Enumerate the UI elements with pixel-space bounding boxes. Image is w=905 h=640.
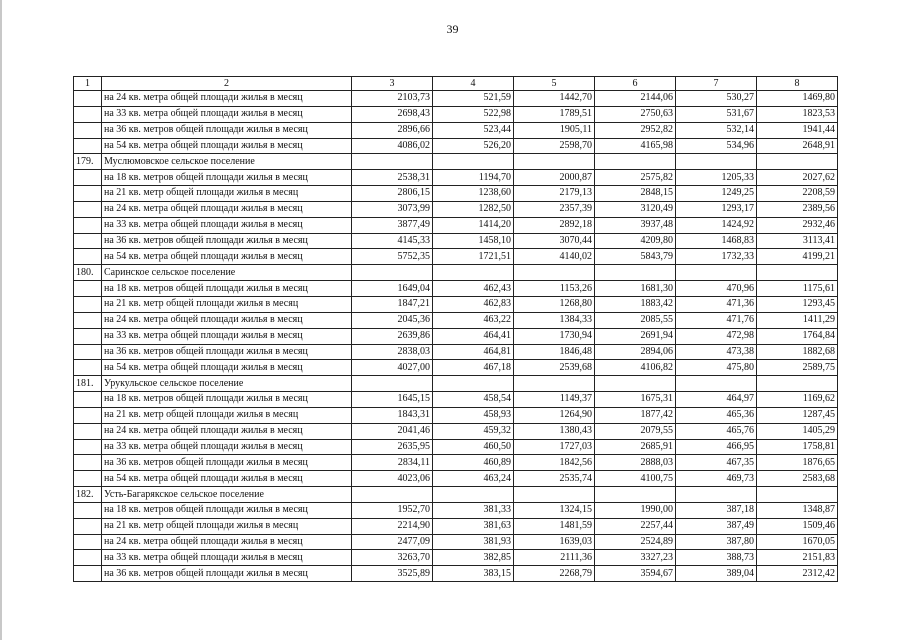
value-cell-col4: 1414,20 (433, 217, 514, 233)
empty-cell (514, 487, 595, 503)
value-cell-col6: 3937,48 (595, 217, 676, 233)
settlement-name: Муслюмовское сельское поселение (102, 154, 352, 170)
empty-cell (595, 154, 676, 170)
table-row (74, 186, 838, 202)
value-cell-col8: 2583,68 (757, 471, 838, 487)
row-description: на 18 кв. метров общей площади жилья в месяц (102, 170, 352, 186)
table-row (74, 439, 838, 455)
settlement-name: Усть-Багарякское сельское поселение (102, 487, 352, 503)
value-cell-col5: 1789,51 (514, 106, 595, 122)
row-description: на 21 кв. метр общей площади жилья в месяц (102, 296, 352, 312)
value-cell-col8: 2648,91 (757, 138, 838, 154)
value-cell-col8: 1169,62 (757, 392, 838, 408)
value-cell-col8: 2151,83 (757, 550, 838, 566)
value-cell-col4: 1458,10 (433, 233, 514, 249)
empty-cell (433, 265, 514, 281)
value-cell-col7: 466,95 (676, 439, 757, 455)
value-cell-col4: 460,89 (433, 455, 514, 471)
value-cell-col6: 2848,15 (595, 186, 676, 202)
column-header: 7 (676, 77, 757, 91)
column-header: 5 (514, 77, 595, 91)
empty-cell (74, 328, 102, 344)
value-cell-col7: 465,76 (676, 423, 757, 439)
value-cell-col6: 1990,00 (595, 502, 676, 518)
value-cell-col4: 460,50 (433, 439, 514, 455)
value-cell-col6: 2085,55 (595, 312, 676, 328)
group-number: 180. (74, 265, 102, 281)
empty-cell (74, 344, 102, 360)
empty-cell (433, 487, 514, 503)
value-cell-col5: 1730,94 (514, 328, 595, 344)
value-cell-col3: 1649,04 (352, 281, 433, 297)
row-description: на 21 кв. метр общей площади жилья в месяц (102, 186, 352, 202)
value-cell-col4: 1282,50 (433, 201, 514, 217)
table-row (74, 502, 838, 518)
value-cell-col3: 3877,49 (352, 217, 433, 233)
table-row (74, 392, 838, 408)
table-row (74, 170, 838, 186)
empty-cell (74, 566, 102, 582)
value-cell-col5: 1264,90 (514, 407, 595, 423)
value-cell-col3: 4023,06 (352, 471, 433, 487)
value-cell-col8: 1175,61 (757, 281, 838, 297)
empty-cell (595, 265, 676, 281)
value-cell-col6: 4100,75 (595, 471, 676, 487)
value-cell-col4: 1238,60 (433, 186, 514, 202)
value-cell-col3: 5752,35 (352, 249, 433, 265)
empty-cell (514, 265, 595, 281)
value-cell-col4: 383,15 (433, 566, 514, 582)
value-cell-col8: 2932,46 (757, 217, 838, 233)
value-cell-col4: 522,98 (433, 106, 514, 122)
value-cell-col3: 3263,70 (352, 550, 433, 566)
value-cell-col3: 2538,31 (352, 170, 433, 186)
value-cell-col7: 531,67 (676, 106, 757, 122)
column-header: 2 (102, 77, 352, 91)
empty-cell (74, 312, 102, 328)
value-cell-col6: 2144,06 (595, 91, 676, 107)
empty-cell (74, 455, 102, 471)
row-description: на 33 кв. метра общей площади жилья в месяц (102, 439, 352, 455)
group-number: 181. (74, 376, 102, 392)
value-cell-col7: 387,80 (676, 534, 757, 550)
value-cell-col4: 1194,70 (433, 170, 514, 186)
empty-cell (757, 376, 838, 392)
value-cell-col6: 3120,49 (595, 201, 676, 217)
value-cell-col5: 2357,39 (514, 201, 595, 217)
value-cell-col6: 2691,94 (595, 328, 676, 344)
value-cell-col7: 1205,33 (676, 170, 757, 186)
value-cell-col7: 532,14 (676, 122, 757, 138)
table-row (74, 233, 838, 249)
value-cell-col5: 2892,18 (514, 217, 595, 233)
value-cell-col5: 2539,68 (514, 360, 595, 376)
value-cell-col8: 1941,44 (757, 122, 838, 138)
value-cell-col7: 471,36 (676, 296, 757, 312)
table-row (74, 249, 838, 265)
row-description: на 36 кв. метров общей площади жилья в месяц (102, 122, 352, 138)
empty-cell (352, 265, 433, 281)
value-cell-col4: 462,43 (433, 281, 514, 297)
value-cell-col7: 465,36 (676, 407, 757, 423)
row-description: на 33 кв. метра общей площади жилья в месяц (102, 106, 352, 122)
table-row (74, 534, 838, 550)
row-description: на 33 кв. метра общей площади жилья в месяц (102, 550, 352, 566)
value-cell-col5: 4140,02 (514, 249, 595, 265)
value-cell-col5: 1153,26 (514, 281, 595, 297)
empty-cell (676, 487, 757, 503)
value-cell-col6: 2894,06 (595, 344, 676, 360)
value-cell-col4: 458,93 (433, 407, 514, 423)
value-cell-col3: 2103,73 (352, 91, 433, 107)
value-cell-col3: 3073,99 (352, 201, 433, 217)
settlement-group-row (74, 376, 838, 392)
row-description: на 54 кв. метра общей площади жилья в месяц (102, 360, 352, 376)
value-cell-col7: 1293,17 (676, 201, 757, 217)
column-header-row (74, 77, 838, 91)
value-cell-col8: 2208,59 (757, 186, 838, 202)
table-row (74, 91, 838, 107)
value-cell-col4: 526,20 (433, 138, 514, 154)
value-cell-col7: 534,96 (676, 138, 757, 154)
settlement-group-row (74, 487, 838, 503)
value-cell-col6: 4209,80 (595, 233, 676, 249)
value-cell-col5: 1842,56 (514, 455, 595, 471)
settlement-name: Урукульское сельское поселение (102, 376, 352, 392)
value-cell-col6: 2952,82 (595, 122, 676, 138)
value-cell-col5: 2000,87 (514, 170, 595, 186)
value-cell-col7: 1732,33 (676, 249, 757, 265)
value-cell-col8: 4199,21 (757, 249, 838, 265)
value-cell-col6: 1681,30 (595, 281, 676, 297)
empty-cell (433, 154, 514, 170)
value-cell-col4: 1721,51 (433, 249, 514, 265)
empty-cell (74, 122, 102, 138)
empty-cell (352, 154, 433, 170)
table-row (74, 296, 838, 312)
value-cell-col6: 5843,79 (595, 249, 676, 265)
value-cell-col4: 381,33 (433, 502, 514, 518)
empty-cell (433, 376, 514, 392)
table-row (74, 407, 838, 423)
row-description: на 21 кв. метр общей площади жилья в месяц (102, 407, 352, 423)
empty-cell (757, 154, 838, 170)
value-cell-col4: 462,83 (433, 296, 514, 312)
table-row (74, 106, 838, 122)
value-cell-col3: 1952,70 (352, 502, 433, 518)
value-cell-col8: 3113,41 (757, 233, 838, 249)
value-cell-col4: 381,63 (433, 518, 514, 534)
table-row (74, 550, 838, 566)
value-cell-col4: 464,41 (433, 328, 514, 344)
value-cell-col5: 2111,36 (514, 550, 595, 566)
empty-cell (676, 154, 757, 170)
value-cell-col6: 2575,82 (595, 170, 676, 186)
value-cell-col6: 3327,23 (595, 550, 676, 566)
value-cell-col3: 3525,89 (352, 566, 433, 582)
value-cell-col3: 1645,15 (352, 392, 433, 408)
value-cell-col8: 1823,53 (757, 106, 838, 122)
value-cell-col7: 470,96 (676, 281, 757, 297)
row-description: на 24 кв. метра общей площади жилья в месяц (102, 534, 352, 550)
empty-cell (74, 534, 102, 550)
value-cell-col4: 458,54 (433, 392, 514, 408)
value-cell-col8: 1509,46 (757, 518, 838, 534)
page-number: 39 (446, 22, 459, 36)
value-cell-col7: 1249,25 (676, 186, 757, 202)
empty-cell (676, 265, 757, 281)
value-cell-col5: 1442,70 (514, 91, 595, 107)
table-row (74, 471, 838, 487)
empty-cell (757, 265, 838, 281)
value-cell-col6: 2685,91 (595, 439, 676, 455)
value-cell-col5: 1384,33 (514, 312, 595, 328)
value-cell-col7: 473,38 (676, 344, 757, 360)
empty-cell (74, 217, 102, 233)
empty-cell (74, 281, 102, 297)
value-cell-col7: 464,97 (676, 392, 757, 408)
value-cell-col5: 1846,48 (514, 344, 595, 360)
empty-cell (74, 186, 102, 202)
value-cell-col6: 1883,42 (595, 296, 676, 312)
table-row (74, 201, 838, 217)
row-description: на 18 кв. метров общей площади жилья в месяц (102, 281, 352, 297)
empty-cell (74, 407, 102, 423)
value-cell-col8: 2389,56 (757, 201, 838, 217)
value-cell-col8: 1405,29 (757, 423, 838, 439)
settlement-group-row (74, 154, 838, 170)
value-cell-col5: 2598,70 (514, 138, 595, 154)
value-cell-col7: 469,73 (676, 471, 757, 487)
table-row (74, 138, 838, 154)
tariff-table (73, 76, 838, 582)
value-cell-col7: 1468,83 (676, 233, 757, 249)
value-cell-col7: 1424,92 (676, 217, 757, 233)
column-header: 4 (433, 77, 514, 91)
page-left-edge (0, 0, 2, 640)
value-cell-col7: 530,27 (676, 91, 757, 107)
table-row (74, 455, 838, 471)
value-cell-col3: 1847,21 (352, 296, 433, 312)
value-cell-col7: 471,76 (676, 312, 757, 328)
column-header: 6 (595, 77, 676, 91)
table-row (74, 217, 838, 233)
empty-cell (352, 376, 433, 392)
empty-cell (74, 439, 102, 455)
empty-cell (595, 487, 676, 503)
empty-cell (74, 170, 102, 186)
table-row (74, 122, 838, 138)
empty-cell (514, 376, 595, 392)
empty-cell (74, 502, 102, 518)
value-cell-col3: 2214,90 (352, 518, 433, 534)
row-description: на 24 кв. метра общей площади жилья в месяц (102, 201, 352, 217)
value-cell-col6: 2524,89 (595, 534, 676, 550)
value-cell-col7: 387,18 (676, 502, 757, 518)
value-cell-col6: 3594,67 (595, 566, 676, 582)
table-row (74, 360, 838, 376)
row-description: на 18 кв. метров общей площади жилья в месяц (102, 502, 352, 518)
value-cell-col5: 1639,03 (514, 534, 595, 550)
value-cell-col3: 1843,31 (352, 407, 433, 423)
group-number: 182. (74, 487, 102, 503)
empty-cell (74, 106, 102, 122)
value-cell-col5: 1905,11 (514, 122, 595, 138)
value-cell-col4: 463,22 (433, 312, 514, 328)
value-cell-col5: 3070,44 (514, 233, 595, 249)
table-row (74, 312, 838, 328)
value-cell-col5: 2268,79 (514, 566, 595, 582)
empty-cell (595, 376, 676, 392)
value-cell-col3: 2045,36 (352, 312, 433, 328)
table-row (74, 423, 838, 439)
table-row (74, 566, 838, 582)
row-description: на 24 кв. метра общей площади жилья в месяц (102, 91, 352, 107)
value-cell-col4: 463,24 (433, 471, 514, 487)
settlement-group-row (74, 265, 838, 281)
value-cell-col7: 388,73 (676, 550, 757, 566)
value-cell-col8: 1876,65 (757, 455, 838, 471)
empty-cell (74, 91, 102, 107)
empty-cell (514, 154, 595, 170)
value-cell-col6: 2888,03 (595, 455, 676, 471)
value-cell-col4: 381,93 (433, 534, 514, 550)
value-cell-col6: 2079,55 (595, 423, 676, 439)
row-description: на 33 кв. метра общей площади жилья в месяц (102, 217, 352, 233)
row-description: на 36 кв. метров общей площади жилья в месяц (102, 455, 352, 471)
row-description: на 21 кв. метр общей площади жилья в месяц (102, 518, 352, 534)
value-cell-col5: 2179,13 (514, 186, 595, 202)
column-header: 8 (757, 77, 838, 91)
value-cell-col6: 4165,98 (595, 138, 676, 154)
value-cell-col7: 467,35 (676, 455, 757, 471)
empty-cell (74, 550, 102, 566)
value-cell-col3: 2477,09 (352, 534, 433, 550)
value-cell-col3: 4027,00 (352, 360, 433, 376)
empty-cell (74, 392, 102, 408)
value-cell-col8: 2589,75 (757, 360, 838, 376)
table-row (74, 518, 838, 534)
value-cell-col8: 1411,29 (757, 312, 838, 328)
value-cell-col7: 472,98 (676, 328, 757, 344)
empty-cell (757, 487, 838, 503)
value-cell-col7: 387,49 (676, 518, 757, 534)
value-cell-col8: 2312,42 (757, 566, 838, 582)
value-cell-col6: 2257,44 (595, 518, 676, 534)
value-cell-col3: 2838,03 (352, 344, 433, 360)
column-header: 3 (352, 77, 433, 91)
empty-cell (74, 201, 102, 217)
value-cell-col8: 1348,87 (757, 502, 838, 518)
row-description: на 18 кв. метров общей площади жилья в месяц (102, 392, 352, 408)
empty-cell (74, 471, 102, 487)
value-cell-col3: 2896,66 (352, 122, 433, 138)
empty-cell (74, 233, 102, 249)
column-header: 1 (74, 77, 102, 91)
row-description: на 54 кв. метра общей площади жилья в месяц (102, 471, 352, 487)
row-description: на 36 кв. метров общей площади жилья в месяц (102, 566, 352, 582)
value-cell-col7: 389,04 (676, 566, 757, 582)
row-description: на 36 кв. метров общей площади жилья в месяц (102, 344, 352, 360)
value-cell-col5: 1149,37 (514, 392, 595, 408)
value-cell-col6: 1675,31 (595, 392, 676, 408)
value-cell-col4: 521,59 (433, 91, 514, 107)
empty-cell (74, 423, 102, 439)
value-cell-col5: 2535,74 (514, 471, 595, 487)
value-cell-col3: 4145,33 (352, 233, 433, 249)
value-cell-col8: 2027,62 (757, 170, 838, 186)
value-cell-col7: 475,80 (676, 360, 757, 376)
value-cell-col3: 2834,11 (352, 455, 433, 471)
value-cell-col8: 1293,45 (757, 296, 838, 312)
table-row (74, 328, 838, 344)
empty-cell (74, 360, 102, 376)
value-cell-col3: 2806,15 (352, 186, 433, 202)
table-row (74, 281, 838, 297)
empty-cell (74, 138, 102, 154)
value-cell-col3: 2639,86 (352, 328, 433, 344)
row-description: на 24 кв. метра общей площади жилья в месяц (102, 423, 352, 439)
value-cell-col5: 1481,59 (514, 518, 595, 534)
value-cell-col3: 4086,02 (352, 138, 433, 154)
value-cell-col5: 1268,80 (514, 296, 595, 312)
value-cell-col4: 464,81 (433, 344, 514, 360)
value-cell-col3: 2635,95 (352, 439, 433, 455)
value-cell-col8: 1287,45 (757, 407, 838, 423)
value-cell-col8: 1764,84 (757, 328, 838, 344)
empty-cell (676, 376, 757, 392)
row-description: на 33 кв. метра общей площади жилья в месяц (102, 328, 352, 344)
value-cell-col4: 459,32 (433, 423, 514, 439)
value-cell-col6: 2750,63 (595, 106, 676, 122)
value-cell-col5: 1324,15 (514, 502, 595, 518)
value-cell-col6: 4106,82 (595, 360, 676, 376)
settlement-name: Саринское сельское поселение (102, 265, 352, 281)
value-cell-col4: 382,85 (433, 550, 514, 566)
value-cell-col8: 1670,05 (757, 534, 838, 550)
value-cell-col3: 2698,43 (352, 106, 433, 122)
value-cell-col4: 467,18 (433, 360, 514, 376)
empty-cell (74, 296, 102, 312)
value-cell-col8: 1469,80 (757, 91, 838, 107)
row-description: на 54 кв. метра общей площади жилья в месяц (102, 249, 352, 265)
empty-cell (74, 518, 102, 534)
value-cell-col5: 1380,43 (514, 423, 595, 439)
empty-cell (74, 249, 102, 265)
value-cell-col5: 1727,03 (514, 439, 595, 455)
value-cell-col8: 1758,81 (757, 439, 838, 455)
row-description: на 24 кв. метра общей площади жилья в месяц (102, 312, 352, 328)
group-number: 179. (74, 154, 102, 170)
table-row (74, 344, 838, 360)
value-cell-col4: 523,44 (433, 122, 514, 138)
empty-cell (352, 487, 433, 503)
row-description: на 54 кв. метра общей площади жилья в месяц (102, 138, 352, 154)
row-description: на 36 кв. метров общей площади жилья в месяц (102, 233, 352, 249)
table-body (74, 77, 838, 582)
value-cell-col8: 1882,68 (757, 344, 838, 360)
value-cell-col3: 2041,46 (352, 423, 433, 439)
value-cell-col6: 1877,42 (595, 407, 676, 423)
